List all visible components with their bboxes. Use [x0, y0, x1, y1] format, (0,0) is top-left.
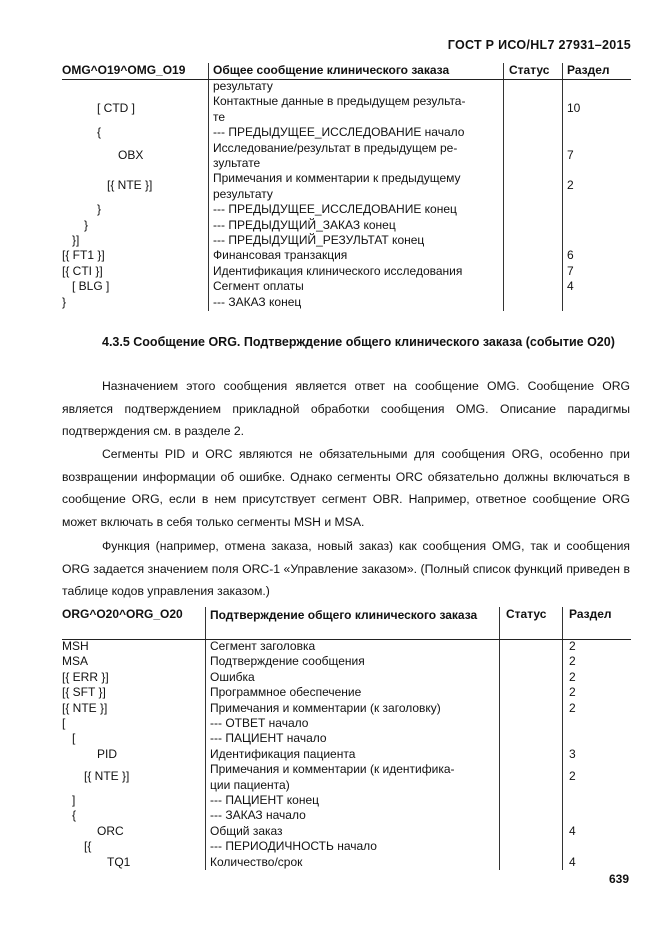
- segment-description: [213, 141, 503, 172]
- section-heading: 4.3.5 Сообщение ORG. Подтверждение общего клинического заказа (событие O20): [102, 335, 615, 349]
- table-row: [62, 747, 631, 762]
- description-line: результату: [213, 79, 273, 93]
- page-header: ГОСТ Р ИСО/HL7 27931–2015: [447, 38, 631, 52]
- header-description: Общее сообщение клинического заказа: [213, 63, 450, 77]
- segment-code: MSA: [62, 654, 89, 669]
- segment-description: [210, 716, 495, 731]
- description-line: те: [213, 109, 226, 124]
- description-line: Программное обеспечение: [210, 685, 362, 700]
- segment-section: 2: [567, 178, 574, 193]
- header-code: ORG^O20^ORG_O20: [62, 607, 183, 621]
- segment-section: 4: [569, 854, 576, 869]
- header-status: Статус: [509, 63, 550, 77]
- segment-section: 2: [569, 769, 576, 784]
- table-row: [62, 171, 631, 202]
- description-line: Количество/срок: [210, 854, 303, 869]
- table-row: [62, 855, 631, 870]
- segment-code: [{ NTE }]: [84, 769, 130, 784]
- segment-description: [210, 839, 495, 854]
- segment-description: [210, 670, 495, 685]
- table-row: [62, 279, 631, 294]
- segment-code: PID: [97, 746, 118, 761]
- segment-description: [210, 808, 495, 823]
- segment-code: }]: [72, 233, 80, 247]
- segment-description: [210, 747, 495, 762]
- segment-description: [213, 94, 503, 125]
- segment-code: [: [62, 716, 66, 730]
- table-row: [62, 670, 631, 685]
- description-line: --- ПЕРИОДИЧНОСТЬ начало: [210, 839, 377, 854]
- table-row: [62, 264, 631, 279]
- description-line: Идентификация пациента: [210, 746, 356, 761]
- description-line: Ошибка: [210, 669, 255, 684]
- segment-code: {: [97, 125, 102, 140]
- segment-description: [213, 125, 503, 140]
- segment-description: [210, 685, 495, 700]
- description-line: Примечания и комментарии (к заголовку): [210, 700, 441, 715]
- segment-description: [210, 762, 495, 793]
- description-line: Примечания и комментарии к предыдущему: [213, 171, 461, 186]
- description-line: Сегмент оплаты: [213, 279, 304, 294]
- table-row: [62, 685, 631, 700]
- segment-description: [213, 79, 503, 94]
- segment-section: 2: [569, 700, 576, 715]
- table-header: [62, 63, 631, 80]
- segment-section: 2: [569, 685, 576, 700]
- segment-description: [210, 701, 495, 716]
- segment-code: [{ CTI }]: [62, 263, 103, 278]
- description-line: Сегмент заголовка: [210, 639, 316, 653]
- description-line: зультате: [213, 156, 261, 170]
- segment-code: [{: [84, 839, 92, 854]
- description-line: Подтверждение сообщения: [210, 654, 365, 669]
- table-row: [62, 141, 631, 172]
- description-line: --- ЗАКАЗ конец: [213, 294, 302, 309]
- header-code: OMG^O19^OMG_O19: [62, 63, 186, 77]
- segment-description: [213, 295, 503, 310]
- segment-code: MSH: [62, 639, 89, 653]
- segment-code: [: [72, 731, 76, 746]
- segment-code: OBX: [118, 147, 144, 162]
- description-line: --- ПАЦИЕНТ начало: [210, 731, 327, 746]
- segment-description: [213, 264, 503, 279]
- description-line: Идентификация клинического исследования: [213, 263, 463, 278]
- segment-code: [{ SFT }]: [62, 685, 106, 700]
- segment-description: [213, 233, 503, 248]
- segment-code: }: [97, 202, 102, 217]
- table-row: [62, 248, 631, 263]
- table-row: [62, 202, 631, 217]
- segment-code: [ CTD ]: [97, 101, 135, 116]
- segment-section: 2: [569, 654, 576, 669]
- segment-description: [213, 202, 503, 217]
- segment-description: [210, 639, 495, 654]
- segment-code: [{ FT1 }]: [62, 248, 105, 263]
- table-row: [62, 295, 631, 310]
- table-row: [62, 731, 631, 746]
- table-row: [62, 218, 631, 233]
- segment-code: }: [84, 217, 89, 232]
- table-row: [62, 793, 631, 808]
- segment-code: {: [72, 808, 77, 823]
- description-line: Контактные данные в предыдущем результа-: [213, 94, 466, 109]
- segment-section: 7: [567, 147, 574, 162]
- description-line: Примечания и комментарии (к идентифика-: [210, 762, 455, 777]
- segment-description: [210, 654, 495, 669]
- table-row: [62, 824, 631, 839]
- header-section: Раздел: [567, 63, 610, 77]
- segment-section: 10: [567, 101, 581, 116]
- table-row: [62, 79, 631, 94]
- header-section: Раздел: [569, 607, 612, 621]
- description-line: результату: [213, 186, 273, 201]
- segment-code: [{ NTE }]: [107, 178, 153, 193]
- description-line: --- ЗАКАЗ начало: [210, 808, 306, 823]
- description-line: --- ПАЦИЕНТ конец: [210, 793, 320, 807]
- description-line: Общий заказ: [210, 823, 283, 838]
- segment-description: [213, 279, 503, 294]
- segment-code: ORC: [97, 823, 124, 838]
- paragraph: Сегменты PID и ORC являются не обязательными для сообщения ORG, особенно при возвращении информации об ошибке. Однако сегменты ORC обязательно должны включаться в сообщение ORG, если в нем присутствует сегмент OBR. Например, ответное сообщение ORG может включать в себя только сегменты MSH и MSA.: [62, 447, 630, 529]
- description-line: ции пациента): [210, 777, 290, 792]
- description-line: --- ПРЕДЫДУЩЕЕ_ИССЛЕДОВАНИЕ конец: [213, 202, 457, 217]
- table-row: [62, 233, 631, 248]
- table-row: [62, 701, 631, 716]
- segment-description: [213, 218, 503, 233]
- table-row: [62, 654, 631, 669]
- segment-section: 4: [569, 823, 576, 838]
- description-line: Финансовая транзакция: [213, 248, 348, 263]
- description-line: --- ПРЕДЫДУЩИЙ_ЗАКАЗ конец: [213, 217, 396, 232]
- segment-code: [{ NTE }]: [62, 700, 108, 715]
- segment-code: }: [62, 294, 67, 309]
- segment-description: [210, 855, 495, 870]
- header-description: Подтверждение общего клинического заказа: [210, 608, 478, 622]
- segment-description: [213, 248, 503, 263]
- table-row: [62, 125, 631, 140]
- description-line: --- ОТВЕТ начало: [210, 716, 309, 730]
- segment-description: [210, 824, 495, 839]
- table-omg-o19: [62, 63, 631, 311]
- segment-description: [210, 731, 495, 746]
- table-row: [62, 716, 631, 731]
- table-row: [62, 94, 631, 125]
- segment-section: 2: [569, 669, 576, 684]
- description-line: Исследование/результат в предыдущем ре-: [213, 140, 458, 155]
- segment-description: [210, 793, 495, 808]
- table-header: [62, 607, 631, 640]
- segment-section: 7: [567, 263, 574, 278]
- description-line: --- ПРЕДЫДУЩИЙ_РЕЗУЛЬТАТ конец: [213, 233, 425, 247]
- page-number: 639: [608, 872, 629, 886]
- segment-section: 4: [567, 279, 574, 294]
- segment-description: [213, 171, 503, 202]
- segment-code: TQ1: [107, 854, 131, 869]
- segment-code: [{ ERR }]: [62, 669, 109, 684]
- table-row: [62, 808, 631, 823]
- paragraph: Назначением этого сообщения является ответ на сообщение OMG. Сообщение ORG является подтверждением прикладной обработки сообщения OMG. Описание парадигмы подтверждения см. в разделе 2.: [62, 379, 630, 439]
- segment-code: [ BLG ]: [72, 279, 110, 294]
- segment-section: 2: [569, 639, 576, 653]
- description-line: --- ПРЕДЫДУЩЕЕ_ИССЛЕДОВАНИЕ начало: [213, 125, 465, 140]
- table-row: [62, 839, 631, 854]
- segment-code: ]: [72, 793, 76, 807]
- table-row: [62, 762, 631, 793]
- table-row: [62, 639, 631, 654]
- segment-section: 6: [567, 248, 574, 263]
- segment-section: 3: [569, 746, 576, 761]
- table-org-o20: [62, 607, 631, 870]
- paragraph: Функция (например, отмена заказа, новый заказ) как сообщения OMG, так и сообщения ORG задается значением поля ORC-1 «Управление заказом». (Полный список функций приведен в таблице кодов управления заказом.): [62, 539, 630, 599]
- header-status: Статус: [506, 607, 547, 621]
